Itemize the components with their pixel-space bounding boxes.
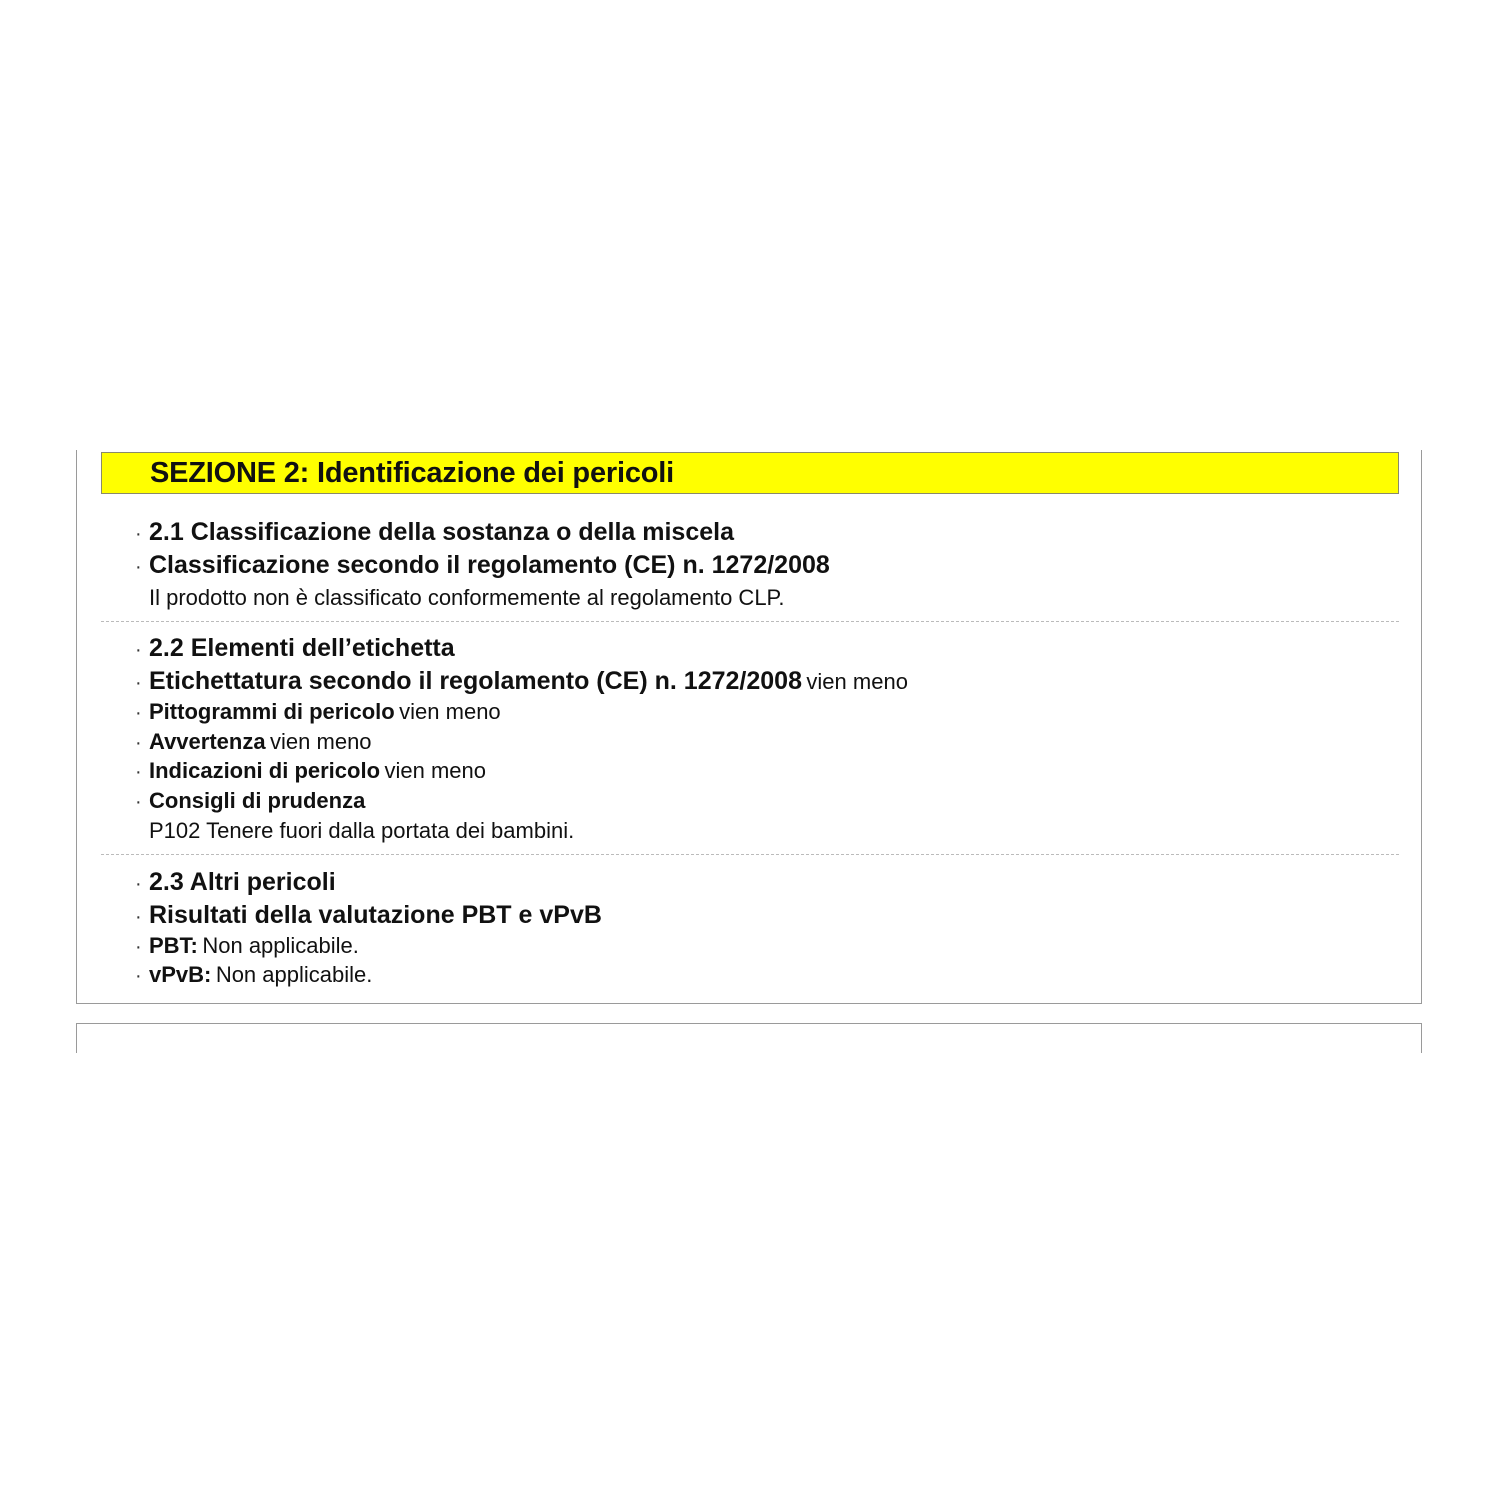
hazard-statements-line — [135, 760, 486, 782]
pbt-assessment-line — [135, 903, 602, 928]
classification-heading: Classificazione secondo il regolamento (CE) n. 1272/2008 — [149, 551, 830, 579]
pictograms-line — [135, 701, 501, 723]
pbt-line — [135, 935, 359, 957]
classification-line — [135, 553, 830, 578]
section-title: SEZIONE 2: Identificazione dei pericoli — [150, 457, 674, 489]
bullet: · — [135, 965, 142, 987]
section-header — [101, 452, 1399, 494]
bullet: · — [135, 556, 142, 578]
signal-word-line — [135, 731, 372, 753]
pictograms-label: Pittogrammi di pericolo — [149, 699, 395, 724]
hazard-statements-value: vien meno — [384, 758, 486, 783]
labeling-line — [135, 669, 908, 694]
signal-word-value: vien meno — [270, 729, 372, 754]
classification-text: Il prodotto non è classificato conformemente al regolamento CLP. — [149, 585, 785, 610]
labeling-label: Etichettatura secondo il regolamento (CE) n. 1272/2008 — [149, 667, 802, 695]
next-section-box — [76, 1023, 1422, 1053]
vpvb-line — [135, 964, 372, 986]
bullet: · — [135, 936, 142, 958]
vpvb-value: Non applicabile. — [215, 962, 373, 987]
bullet: · — [135, 732, 142, 754]
heading-2-3: 2.3 Altri pericoli — [149, 868, 336, 896]
bullet: · — [135, 672, 142, 694]
pictograms-value: vien meno — [399, 699, 501, 724]
hazard-statements-label: Indicazioni di pericolo — [149, 758, 381, 783]
precautionary-label: Consigli di prudenza — [149, 788, 366, 813]
bullet: · — [135, 639, 142, 661]
bullet: · — [135, 761, 142, 783]
heading-2-2: 2.2 Elementi dell’etichetta — [149, 634, 455, 662]
section-2-box — [76, 450, 1422, 1004]
heading-2-3-line — [135, 870, 336, 895]
labeling-value: vien meno — [806, 669, 908, 694]
bullet: · — [135, 906, 142, 928]
precautionary-line — [135, 790, 365, 812]
divider — [101, 621, 1399, 622]
divider — [101, 854, 1399, 855]
heading-2-1: 2.1 Classificazione della sostanza o della miscela — [149, 518, 734, 546]
bullet: · — [135, 523, 142, 545]
vpvb-label: vPvB: — [149, 962, 212, 987]
pbt-label: PBT: — [149, 933, 198, 958]
bullet: · — [135, 873, 142, 895]
bullet: · — [135, 791, 142, 813]
signal-word-label: Avvertenza — [149, 729, 266, 754]
pbt-value: Non applicabile. — [202, 933, 359, 958]
heading-2-2-line — [135, 636, 455, 661]
bullet: · — [135, 702, 142, 724]
precautionary-text: P102 Tenere fuori dalla portata dei bambini. — [149, 818, 575, 843]
pbt-assessment-heading: Risultati della valutazione PBT e vPvB — [149, 901, 602, 929]
heading-2-1-line — [135, 520, 734, 545]
